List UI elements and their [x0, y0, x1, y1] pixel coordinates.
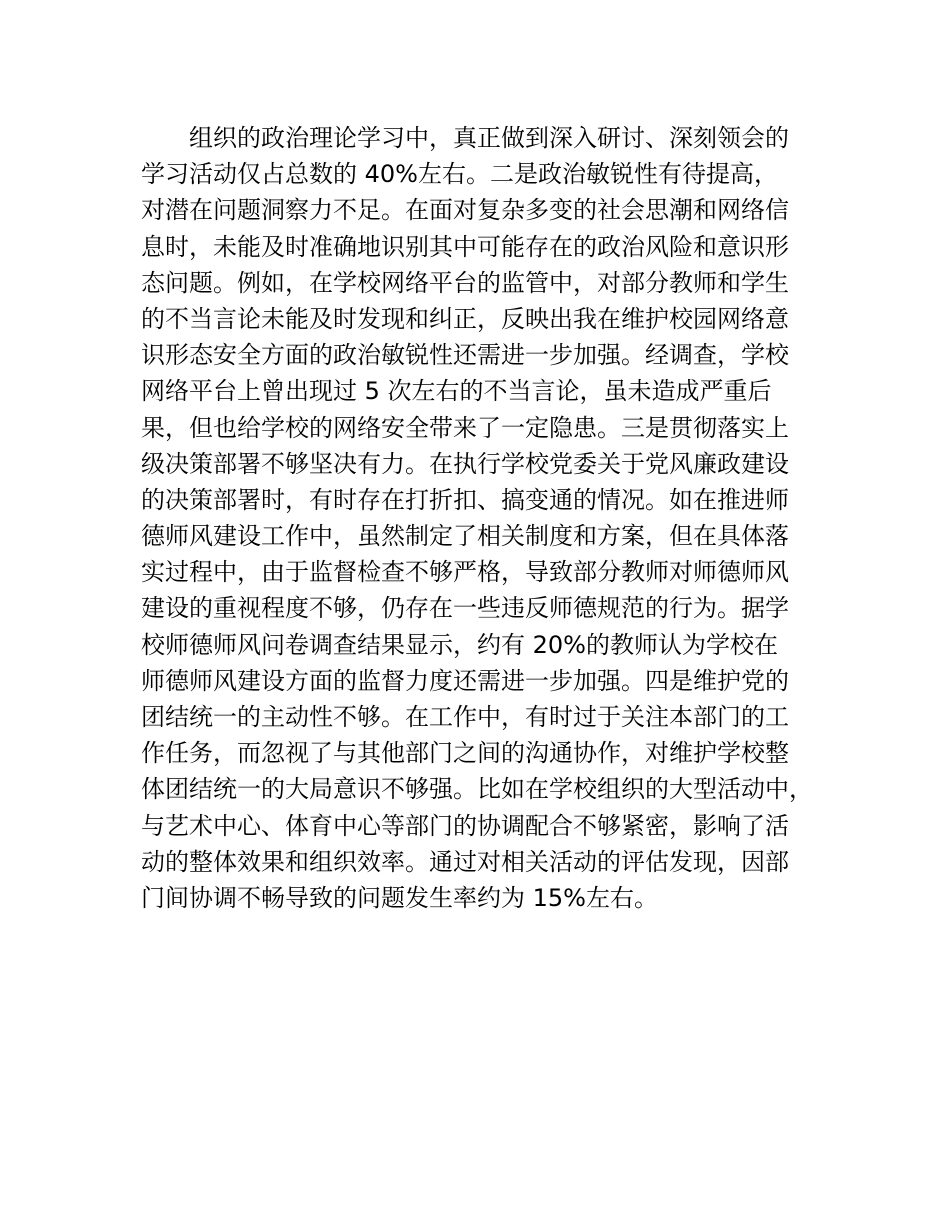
paragraph-line: 与艺术中心、体育中心等部门的协调配合不够紧密，影响了活 [141, 811, 789, 840]
paragraph-line: 识形态安全方面的政治敏锐性还需进一步加强。经调查，学校 [141, 341, 789, 370]
paragraph-line: 体团结统一的大局意识不够强。比如在学校组织的大型活动中， [141, 775, 813, 804]
paragraph-line: 对潜在问题洞察力不足。在面对复杂多变的社会思潮和网络信 [141, 196, 789, 225]
paragraph-line: 门间协调不畅导致的问题发生率约为 15%左右。 [141, 883, 658, 912]
paragraph-line: 学习活动仅占总数的 40%左右。二是政治敏锐性有待提高， [141, 160, 778, 189]
body-paragraph [141, 120, 831, 916]
paragraph-line: 团结统一的主动性不够。在工作中，有时过于关注本部门的工 [141, 703, 789, 731]
paragraph-line: 校师德师风问卷调查结果显示，约有 20%的教师认为学校在 [141, 630, 778, 659]
paragraph-line: 德师风建设工作中，虽然制定了相关制度和方案，但在具体落 [141, 522, 789, 551]
paragraph-line: 动的整体效果和组织效率。通过对相关活动的评估发现，因部 [141, 847, 789, 876]
paragraph-line: 息时，未能及时准确地识别其中可能存在的政治风险和意识形 [141, 232, 789, 261]
paragraph-line: 实过程中，由于监督检查不够严格，导致部分教师对师德师风 [141, 558, 789, 587]
paragraph-line: 作任务，而忽视了与其他部门之间的沟通协作，对维护学校整 [141, 739, 789, 768]
paragraph-line: 建设的重视程度不够，仍存在一些违反师德规范的行为。据学 [141, 594, 789, 623]
paragraph-line: 师德师风建设方面的监督力度还需进一步加强。四是维护党的 [141, 666, 789, 695]
paragraph-line: 网络平台上曾出现过 5 次左右的不当言论，虽未造成严重后 [141, 377, 772, 406]
paragraph-line: 的不当言论未能及时发现和纠正，反映出我在维护校园网络意 [141, 304, 789, 333]
paragraph-line: 态问题。例如，在学校网络平台的监管中，对部分教师和学生 [141, 268, 789, 297]
paragraph-line: 的决策部署时，有时存在打折扣、搞变通的情况。如在推进师 [141, 485, 789, 514]
paragraph-line: 组织的政治理论学习中，真正做到深入研讨、深刻领会的 [189, 124, 789, 152]
paragraph-line: 果，但也给学校的网络安全带来了一定隐患。三是贯彻落实上 [141, 413, 789, 442]
paragraph-line: 级决策部署不够坚决有力。在执行学校党委关于党风廉政建设 [141, 449, 789, 478]
